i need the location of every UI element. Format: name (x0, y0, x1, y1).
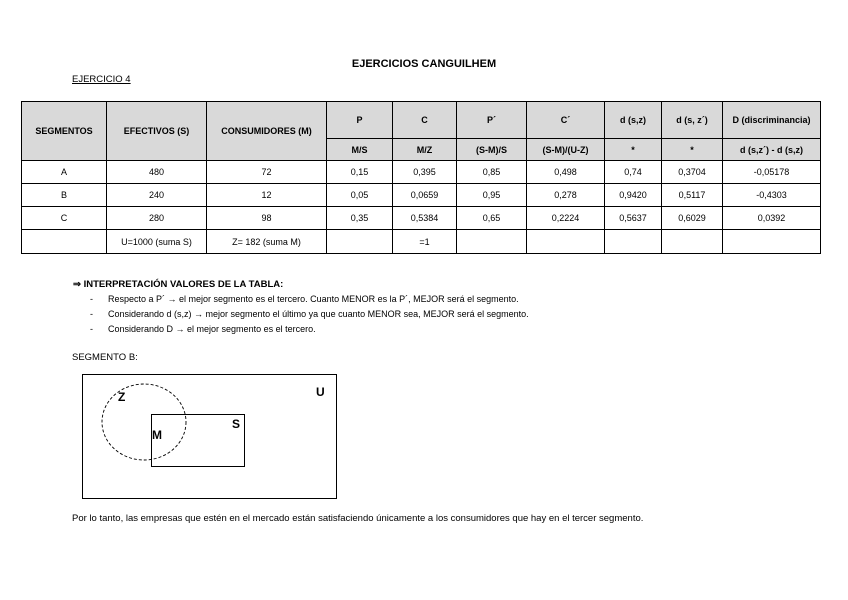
cell-p: 0,35 (327, 207, 393, 230)
subheader-d-sz-prime: * (662, 139, 723, 161)
s-rect (152, 415, 245, 467)
cell-d-sz: 0,74 (605, 161, 662, 184)
cell-p: 0,05 (327, 184, 393, 207)
cell-empty (457, 230, 527, 254)
subheader-c: M/Z (393, 139, 457, 161)
cell-d-sz-prime: 0,5117 (662, 184, 723, 207)
col-header-d-sz-prime: d (s, z´) (662, 102, 723, 139)
col-header-c: C (393, 102, 457, 139)
subheader-p: M/S (327, 139, 393, 161)
cell-d-sz: 0,9420 (605, 184, 662, 207)
subheader-p-prime: (S-M)/S (457, 139, 527, 161)
list-item: - Considerando D → el mejor segmento es el tercero. (90, 324, 316, 334)
cell-discriminancia: 0,0392 (723, 207, 821, 230)
col-header-p: P (327, 102, 393, 139)
subheader-d-sz: * (605, 139, 662, 161)
cell-total-m: Z= 182 (suma M) (207, 230, 327, 254)
cell-s: 240 (107, 184, 207, 207)
col-header-d-sz: d (s,z) (605, 102, 662, 139)
cell-d-sz: 0,5637 (605, 207, 662, 230)
cell-s: 280 (107, 207, 207, 230)
cell-s: 480 (107, 161, 207, 184)
col-header-c-prime: C´ (527, 102, 605, 139)
cell-p-prime: 0,95 (457, 184, 527, 207)
cell-empty (605, 230, 662, 254)
col-header-efectivos: EFECTIVOS (S) (107, 102, 207, 161)
cell-discriminancia: -0,05178 (723, 161, 821, 184)
table-row (22, 161, 821, 184)
subheader-discriminancia: d (s,z´) - d (s,z) (723, 139, 821, 161)
cell-p: 0,15 (327, 161, 393, 184)
cell-d-sz-prime: 0,6029 (662, 207, 723, 230)
cell-empty (662, 230, 723, 254)
subheader-c-prime: (S-M)/(U-Z) (527, 139, 605, 161)
cell-total-s: U=1000 (suma S) (107, 230, 207, 254)
cell-m: 98 (207, 207, 327, 230)
cell-c-prime: 0,2224 (527, 207, 605, 230)
z-ellipse (102, 384, 186, 460)
venn-label-m: M (152, 428, 162, 442)
cell-c: 0,0659 (393, 184, 457, 207)
col-header-segmentos: SEGMENTOS (22, 102, 107, 161)
cell-p-prime: 0,85 (457, 161, 527, 184)
totals-row (22, 230, 821, 254)
col-header-p-prime: P´ (457, 102, 527, 139)
list-item-text: Considerando D → el mejor segmento es el tercero. (108, 324, 316, 334)
venn-label-s: S (232, 417, 241, 431)
venn-diagram (82, 374, 340, 502)
cell-empty (723, 230, 821, 254)
results-table (21, 101, 821, 254)
cell-total-c: =1 (393, 230, 457, 254)
list-item-text: Considerando d (s,z) → mejor segmento el último ya que cuanto MENOR sea, MEJOR será el segmento. (108, 309, 529, 319)
page-title: EJERCICIOS CANGUILHEM (351, 58, 497, 70)
segment-b-label: SEGMENTO B: (72, 352, 138, 363)
conclusion-text: Por lo tanto, las empresas que estén en el mercado están satisfaciendo únicamente a los consumidores que hay en el tercer segmento. (72, 513, 644, 524)
table-row (22, 207, 821, 230)
list-item-text: Respecto a P´ → el mejor segmento es el tercero. Cuanto MENOR es la P´, MEJOR será el segmento. (108, 294, 519, 304)
exercise-label: EJERCICIO 4 (72, 74, 131, 85)
cell-discriminancia: -0,4303 (723, 184, 821, 207)
list-item: - Respecto a P´ → el mejor segmento es el tercero. Cuanto MENOR es la P´, MEJOR será el segmento. (90, 294, 519, 304)
cell-m: 12 (207, 184, 327, 207)
list-item: - Considerando d (s,z) → mejor segmento el último ya que cuanto MENOR sea, MEJOR será el segmento. (90, 309, 529, 319)
cell-d-sz-prime: 0,3704 (662, 161, 723, 184)
cell-c: 0,395 (393, 161, 457, 184)
cell-seg: B (22, 184, 107, 207)
table-row (22, 184, 821, 207)
interpretation-list (90, 292, 529, 337)
venn-label-z: Z (118, 390, 126, 404)
interpretation-heading: ⇒ INTERPRETACIÓN VALORES DE LA TABLA: (73, 279, 284, 290)
cell-c-prime: 0,498 (527, 161, 605, 184)
cell-p-prime: 0,65 (457, 207, 527, 230)
cell-seg: A (22, 161, 107, 184)
cell-empty (327, 230, 393, 254)
cell-c-prime: 0,278 (527, 184, 605, 207)
cell-empty (527, 230, 605, 254)
col-header-discriminancia: D (discriminancia) (723, 102, 821, 139)
cell-c: 0,5384 (393, 207, 457, 230)
venn-label-u: U (316, 385, 325, 399)
col-header-consumidores: CONSUMIDORES (M) (207, 102, 327, 161)
cell-m: 72 (207, 161, 327, 184)
cell-seg: C (22, 207, 107, 230)
cell-empty (22, 230, 107, 254)
